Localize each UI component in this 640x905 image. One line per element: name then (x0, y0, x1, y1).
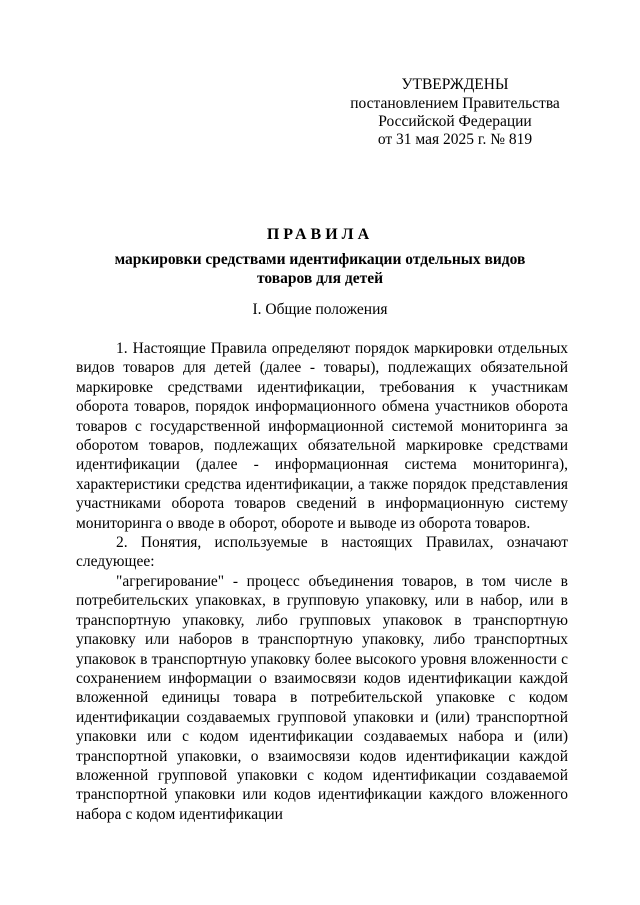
section-heading: I. Общие положения (252, 301, 388, 318)
document-body (76, 339, 568, 824)
document-title: ПРАВИЛА (266, 226, 374, 243)
paragraph-2: 2. Понятия, используемые в настоящих Правилах, означают следующее: (76, 534, 568, 571)
subtitle-line-2: товаров для детей (256, 270, 384, 287)
subtitle-line-1: маркировки средствами идентификации отдельных видов (114, 251, 526, 268)
approval-line-2: Российской Федерации (378, 113, 532, 130)
paragraph-3: "агрегирование" - процесс объединения товаров, в том числе в потребительских упаковках, в групповую упаковку, или в набор, или в транспортную упаковку, либо групповых упаковок в транспортную упаковку или наборов в транспортную упаковку, либо транспортных упаковок в транспортную упаковку более высокого уровня вложенности с сохранением информации о взаимосвязи кодов идентификации каждой вложенной единицы товара в потребительской упаковке с кодом идентификации создаваемых групповой упаковки и (или) транспортной упаковки или с кодом идентификации создаваемых набора и (или) транспортной упаковки, о взаимосвязи кодов идентификации каждой вложенной групповой упаковки с кодом идентификации создаваемой транспортной упаковки или кодов идентификации каждого вложенного набора с кодом идентификации (76, 572, 568, 823)
document-subtitle (90, 250, 550, 288)
paragraph-1: 1. Настоящие Правила определяют порядок маркировки отдельных видов товаров для детей (далее - товары), подлежащих обязательной маркировке средствами идентификации, требования к участникам оборота товаров, порядок информационного обмена участников оборота товаров с государственной информационной системой мониторинга за оборотом товаров, подлежащих обязательной маркировке средствами идентификации (далее - информационная система мониторинга), характеристики средства идентификации, а также порядок представления участниками оборота товаров сведений в информационную систему мониторинга о вводе в оборот, обороте и выводе из оборота товаров. (76, 340, 568, 532)
approval-stamp (335, 76, 575, 149)
approval-line-3: от 31 мая 2025 г. № 819 (377, 131, 533, 148)
approval-line-1: постановлением Правительства (350, 95, 560, 112)
approval-heading: УТВЕРЖДЕНЫ (401, 76, 509, 93)
